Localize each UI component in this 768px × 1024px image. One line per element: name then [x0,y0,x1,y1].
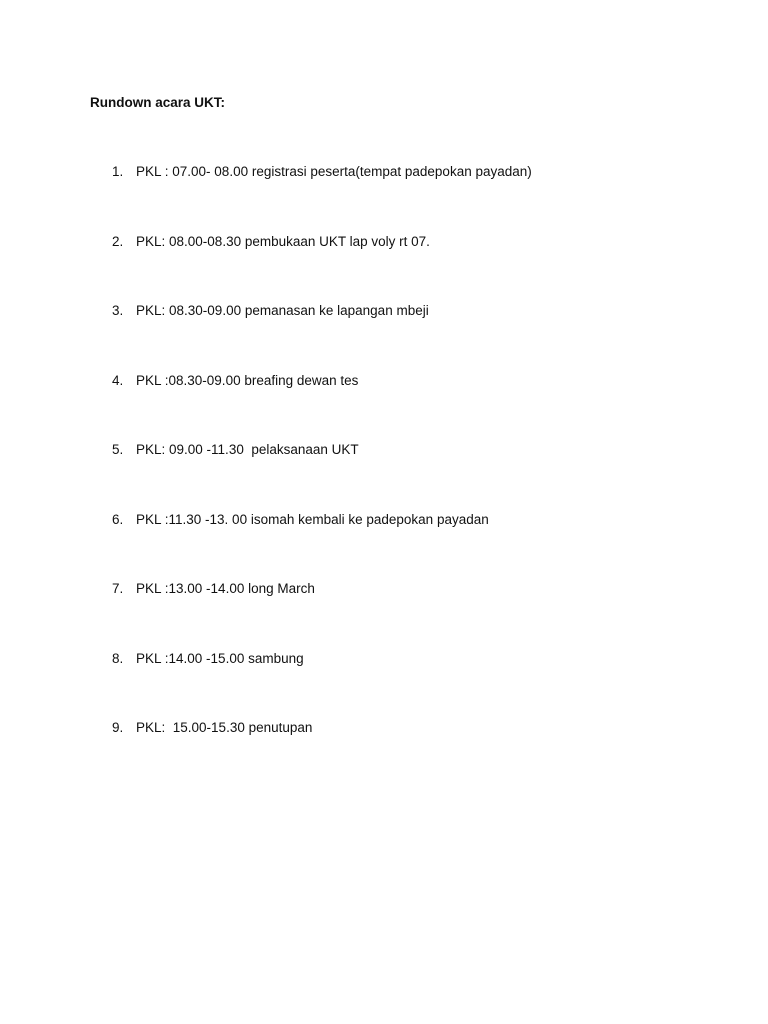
document-title: Rundown acara UKT: [90,95,226,110]
list-item-text: PKL : 07.00- 08.00 registrasi peserta(tempat padepokan payadan) [136,164,532,179]
list-item-text: PKL: 15.00-15.30 penutupan [136,720,313,735]
list-item-text: PKL :08.30-09.00 breafing dewan tes [136,372,359,388]
list-item [0,163,532,233]
list-item [0,302,429,372]
list-item-number: 1. [112,164,124,179]
list-item [0,511,489,581]
list-item-number: 3. [112,303,124,318]
list-item [0,372,359,442]
list-item-text: PKL: 09.00 -11.30 pelaksanaan UKT [136,442,359,457]
list-item-text: PKL :14.00 -15.00 sambung [136,650,304,666]
rundown-list [0,163,532,789]
list-item-number: 4. [112,372,124,388]
list-item-text: PKL: 08.00-08.30 pembukaan UKT lap voly rt 07. [136,233,430,249]
list-item-number: 5. [112,442,124,457]
list-item-number: 9. [112,720,124,735]
list-item-number: 6. [112,511,124,527]
list-item-number: 7. [112,581,124,596]
list-item-text: PKL: 08.30-09.00 pemanasan ke lapangan mbeji [136,303,429,318]
list-item-text: PKL :11.30 -13. 00 isomah kembali ke padepokan payadan [136,511,489,527]
list-item [0,650,304,720]
list-item-text: PKL :13.00 -14.00 long March [136,581,315,596]
list-item [0,441,359,511]
list-item [0,580,315,650]
list-item-number: 8. [112,650,124,666]
list-item [0,719,313,789]
list-item [0,233,430,303]
list-item-number: 2. [112,233,124,249]
